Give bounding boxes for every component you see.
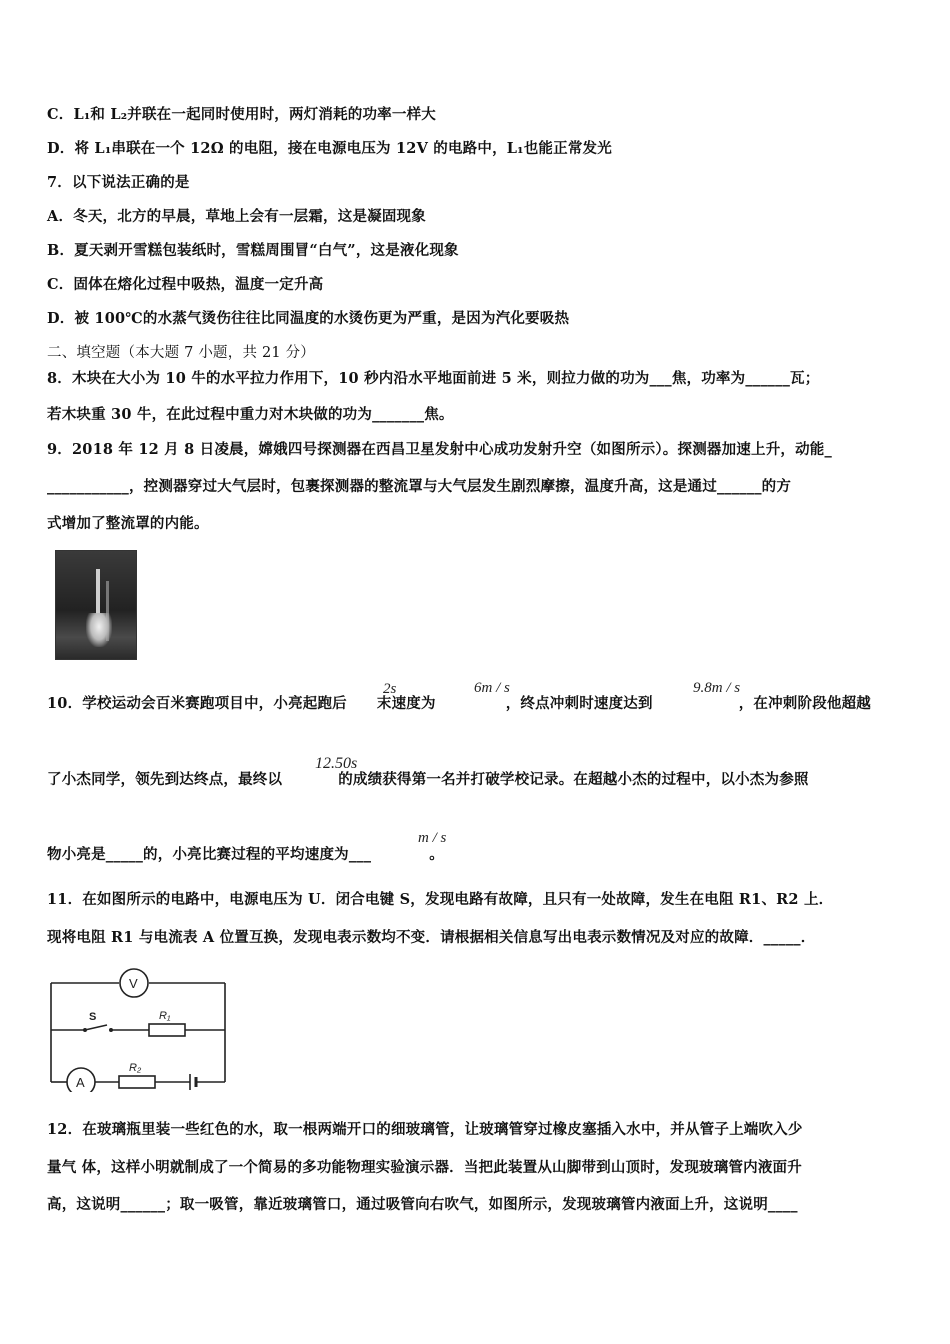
q10-text-6: 的成绩获得第一名并打破学校记录。在超越小杰的过程中，以小杰为参照 [338,771,809,788]
question-11-line1: 11．在如图所示的电路中，电源电压为 U．闭合电键 S，发现电路有故障，且只有一处故障，发生在电阻 R1、R2 上． [47,891,834,908]
question-8-line1: 8．木块在大小为 10 牛的水平拉力作用下，10 秒内沿水平地面前进 5 米，则拉力做的功为___焦，功率为______瓦； [47,370,820,387]
question-9-line3: 式增加了整流罩的内能。 [47,515,209,532]
option-c-q7: C．固体在熔化过程中吸热，温度一定升高 [47,276,324,293]
time-12-50s: 12.50s [315,755,358,772]
q10-text-3: ，终点冲刺时速度达到 [505,695,653,712]
question-11-line2: 现将电阻 R1 与电流表 A 位置互换，发现电表示数均不变．请根据相关信息写出电表示数情况及对应的故障．_____． [47,929,816,946]
ammeter-label: A [76,1075,85,1090]
switch-label: S [89,1011,97,1023]
rocket-icon [96,569,100,617]
question-8-line2: 若木块重 30 牛，在此过程中重力对木块做的功为_______焦。 [47,406,454,423]
question-12-line1: 12．在玻璃瓶里装一些红色的水，取一根两端开口的细玻璃管，让玻璃管穿过橡皮塞插入水中，并从管子上端吹入少 [47,1121,803,1138]
q10-text-8: 。 [429,846,444,863]
option-d-q6: D．将 L₁串联在一个 12Ω 的电阻，接在电源电压为 12V 的电路中，L₁也能正常发光 [47,140,612,157]
q10-text-2: 末速度为 [376,695,436,712]
question-12-line3: 高，这说明______；取一吸管，靠近玻璃管口，通过吸管向右吹气，如图所示，发现玻璃管内液面上升，这说明____ [47,1196,798,1213]
q10-text-5: 了小杰同学，领先到达终点，最终以 [47,771,283,788]
circuit-diagram [45,968,235,1092]
option-d-q7: D．被 100℃的水蒸气烫伤往往比同温度的水烫伤更为严重，是因为汽化要吸热 [47,310,570,327]
question-9-line2: ___________，控测器穿过大气层时，包裹探测器的整流罩与大气层发生剧烈摩擦，温度升高，这是通过______的方 [47,478,792,495]
q10-text-1: 10．学校运动会百米赛跑项目中，小亮起跑后 [47,695,347,712]
speed-6: 6m / s [474,680,510,696]
unit-m-per-s: m / s [418,830,447,846]
option-c-q6: C．L₁和 L₂并联在一起同时使用时，两灯消耗的功率一样大 [47,106,436,123]
r1-label: R₁ [159,1010,171,1022]
question-12-line2: 量气 体，这样小明就制成了一个简易的多功能物理实验演示器．当把此装置从山脚带到山顶时，发现玻璃管内液面升 [47,1159,802,1176]
question-10-line3 [47,843,444,864]
time-2s: 2s [383,681,397,697]
question-10-line2 [47,768,809,789]
option-a-q7: A．冬天，北方的早晨，草地上会有一层霜，这是凝固现象 [47,208,426,225]
voltmeter-label: V [129,976,138,991]
section-2-heading: 二、填空题（本大题 7 小题，共 21 分） [47,345,316,361]
rocket-launch-photo [55,550,137,660]
exhaust-plume [86,613,112,647]
r2-label: R₂ [129,1062,142,1074]
question-10-line1 [47,692,871,713]
speed-9-8: 9.8m / s [693,680,741,696]
q10-text-4: ，在冲刺阶段他超越 [738,695,872,712]
question-9-line1: 9．2018 年 12 月 8 日凌晨，嫦娥四号探测器在西昌卫星发射中心成功发射升空（如图所示）。探测器加速上升，动能_ [47,441,832,458]
option-b-q7: B．夏天剥开雪糕包装纸时，雪糕周围冒“白气”，这是液化现象 [47,242,459,259]
q10-text-7: 物小亮是_____的，小亮比赛过程的平均速度为___ [47,846,372,863]
question-7: 7．以下说法正确的是 [47,174,190,191]
